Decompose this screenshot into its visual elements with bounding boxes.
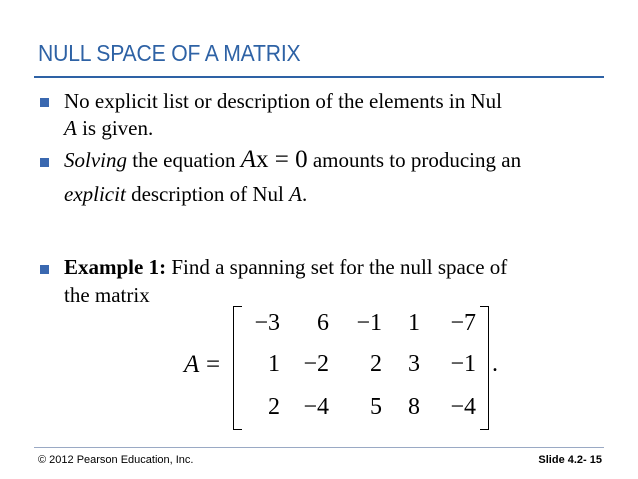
matrix-cell: 2 bbox=[268, 394, 280, 420]
bullet-marker bbox=[40, 158, 49, 167]
bullet-2-explicit: explicit bbox=[64, 182, 126, 206]
bullet-1-text-2: is given. bbox=[76, 116, 154, 140]
bullet-2-var-a: A bbox=[289, 182, 302, 206]
equation-rest: x = 0 bbox=[256, 146, 308, 173]
bullet-2-solving: Solving bbox=[64, 148, 127, 172]
equation-a: A bbox=[240, 146, 256, 173]
matrix-period: . bbox=[492, 351, 498, 377]
bullet-1-text: No explicit list or description of the elements in Nul bbox=[64, 89, 502, 113]
bullet-marker bbox=[40, 265, 49, 274]
bullet-3-line-1 bbox=[64, 255, 507, 279]
bullet-1-line-1 bbox=[64, 89, 502, 113]
footer-divider bbox=[34, 447, 604, 448]
matrix-right-bracket bbox=[480, 306, 489, 430]
slide-number: Slide 4.2- 15 bbox=[538, 454, 602, 466]
title-underline bbox=[34, 76, 604, 78]
matrix-cell: 3 bbox=[408, 351, 420, 377]
example-label: Example 1: bbox=[64, 255, 167, 279]
matrix-cell: −3 bbox=[254, 310, 280, 336]
matrix-cell: −2 bbox=[303, 351, 329, 377]
matrix-cell: 1 bbox=[408, 310, 420, 336]
bullet-2-line-2 bbox=[64, 182, 307, 206]
matrix-name: A bbox=[184, 351, 200, 378]
bullet-1-var-a: A bbox=[64, 116, 77, 140]
bullet-2-line-1 bbox=[64, 148, 521, 172]
matrix-equals: = bbox=[206, 351, 221, 378]
bullet-1-line-2 bbox=[64, 116, 153, 140]
matrix-cell: 1 bbox=[268, 351, 280, 377]
matrix-cell: 8 bbox=[408, 394, 420, 420]
bullet-marker bbox=[40, 98, 49, 107]
matrix-cell: 5 bbox=[370, 394, 382, 420]
copyright-text: © 2012 Pearson Education, Inc. bbox=[38, 454, 194, 466]
matrix-cell: −1 bbox=[356, 310, 382, 336]
bullet-2-tail: amounts to producing an bbox=[307, 148, 522, 172]
bullet-2-mid: the equation bbox=[127, 148, 241, 172]
matrix-cell: 6 bbox=[317, 310, 329, 336]
equation-ax-0 bbox=[241, 146, 308, 173]
bullet-3-text-2: the matrix bbox=[64, 283, 150, 307]
matrix-cell: −1 bbox=[450, 351, 476, 377]
bullet-2-desc: description of Nul bbox=[125, 182, 290, 206]
bullet-3-text: Find a spanning set for the null space of bbox=[166, 255, 508, 279]
slide-title: NULL SPACE OF A MATRIX bbox=[38, 40, 301, 66]
matrix-cell: 2 bbox=[370, 351, 382, 377]
matrix-cell: −4 bbox=[450, 394, 476, 420]
bullet-3-line-2 bbox=[64, 283, 150, 307]
bullet-2-period: . bbox=[301, 182, 308, 206]
matrix-cell: −4 bbox=[303, 394, 329, 420]
matrix-cell: −7 bbox=[450, 310, 476, 336]
